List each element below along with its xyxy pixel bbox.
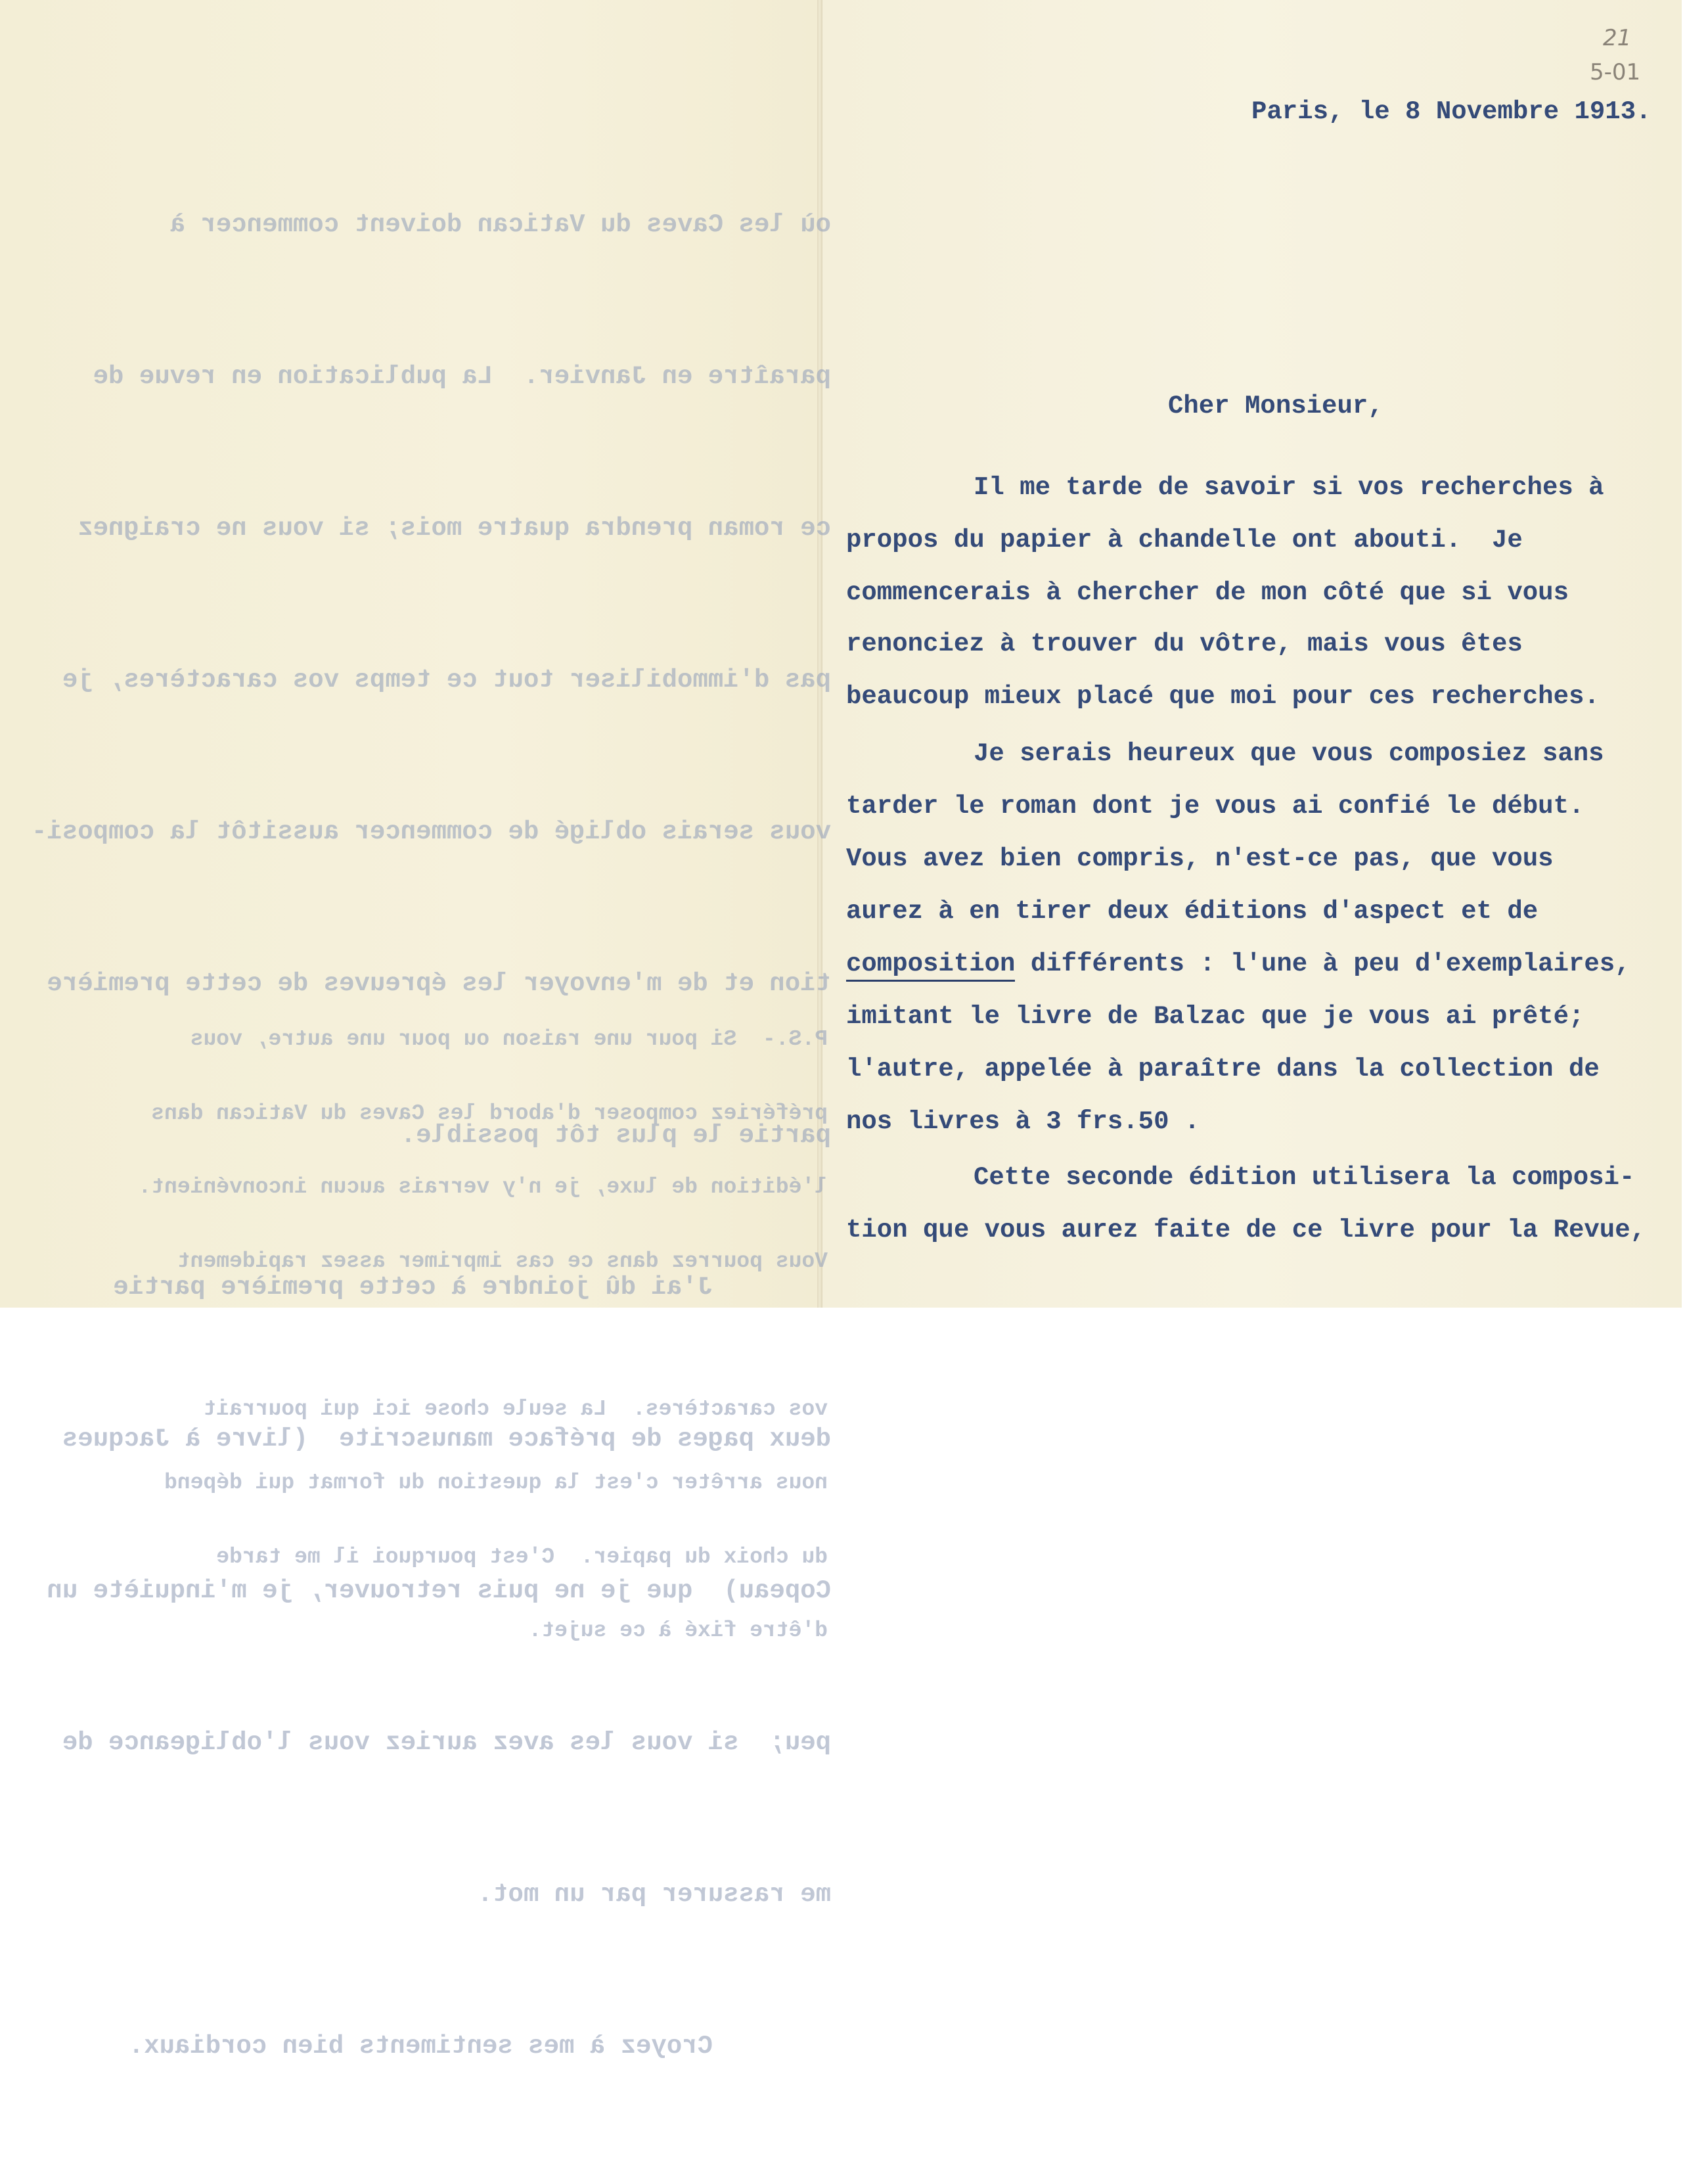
bleed-line: J'ai dû joindre à cette première partie xyxy=(113,1273,713,1302)
bleed-line: Vous pourrez dans ce cas imprimer assez rapidement xyxy=(177,1248,828,1273)
letter-salutation: Cher Monsieur, xyxy=(1168,392,1383,421)
letter-line: Il me tarde de savoir si vos recherches à xyxy=(974,473,1604,502)
bleed-line: où les Caves du Vatican doivent commencer à xyxy=(169,210,831,239)
bleed-line: peu; si vous les avez auriez vous l'obligeance de xyxy=(62,1728,831,1757)
bleed-line: préfériez composer d'abord les Caves du Vatican dans xyxy=(151,1101,828,1126)
bleed-line: nous arrêter c'est la question du format qui dépend xyxy=(164,1471,828,1495)
letter-line: Je serais heureux que vous composiez sans xyxy=(974,739,1604,768)
bleed-line: pas d'immobiliser tout ce temps vos caractères, je xyxy=(62,666,831,695)
bleed-line: paraître en Janvier. La publication en revue de xyxy=(93,362,831,391)
scan-margin xyxy=(0,1308,1708,1349)
letter-line: tarder le roman dont je vous ai confié le début. xyxy=(846,792,1584,821)
letter-line-rest: différents : l'une à peu d'exemplaires, xyxy=(1030,949,1630,978)
pencil-annotation-reference: 5-01 xyxy=(1590,59,1641,85)
bleed-line: du choix du papier. C'est pourquoi il me tarde xyxy=(216,1544,828,1569)
letter-line: beaucoup mieux placé que moi pour ces recherches. xyxy=(846,682,1600,711)
bleed-line: vos caractères. La seule chose ici qui pourrait xyxy=(203,1396,828,1421)
letter-line-with-underline xyxy=(846,949,1630,978)
letter-line: imitant le livre de Balzac que je vous ai prêté; xyxy=(846,1002,1584,1031)
letter-line: renonciez à trouver du vôtre, mais vous êtes xyxy=(846,629,1523,658)
underlined-word: composition xyxy=(846,949,1015,982)
bleed-line: deux pages de préface manuscrite (livre à Jacques xyxy=(62,1425,831,1453)
bleed-line: vous serais obligé de commencer aussitôt la composi- xyxy=(32,817,831,846)
bleed-line: Copeau) que je ne puis retrouver, je m'inquiète un xyxy=(47,1576,831,1605)
letter-date: Paris, le 8 Novembre 1913. xyxy=(1251,97,1652,126)
letter-line: Cette seconde édition utilisera la composi- xyxy=(974,1163,1635,1192)
bleed-line: d'être fixé à ce sujet. xyxy=(528,1618,828,1643)
bleed-line: partie le plus tôt possible. xyxy=(400,1121,831,1150)
letter-line: nos livres à 3 frs.50 . xyxy=(846,1107,1200,1136)
letter-line: tion que vous aurez faite de ce livre pour la Revue, xyxy=(846,1216,1646,1245)
bleed-line: Croyez à mes sentiments bien cordiaux. xyxy=(128,2032,713,2061)
bleed-line: l'édition de luxe, je n'y verrais aucun inconvénient. xyxy=(138,1175,828,1199)
letter-line: propos du papier à chandelle ont abouti. Je xyxy=(846,526,1523,555)
bleed-line: ce roman prendra quatre mois; si vous ne craignez xyxy=(78,514,831,543)
pencil-annotation-number: 21 xyxy=(1603,25,1632,51)
letter-line: Vous avez bien compris, n'est-ce pas, que vous xyxy=(846,844,1554,873)
letter-line: commencerais à chercher de mon côté que si vous xyxy=(846,578,1569,607)
bleed-line: tion et de m'envoyer les épreuves de cette première xyxy=(47,969,831,998)
bleed-line: P.S.- Si pour une raison ou pour une autre, vous xyxy=(190,1027,828,1051)
letter-line: aurez à en tirer deux éditions d'aspect et de xyxy=(846,897,1539,926)
bleed-line: me rassurer par un mot. xyxy=(477,1880,831,1909)
letter-line: l'autre, appelée à paraître dans la collection de xyxy=(846,1055,1600,1084)
